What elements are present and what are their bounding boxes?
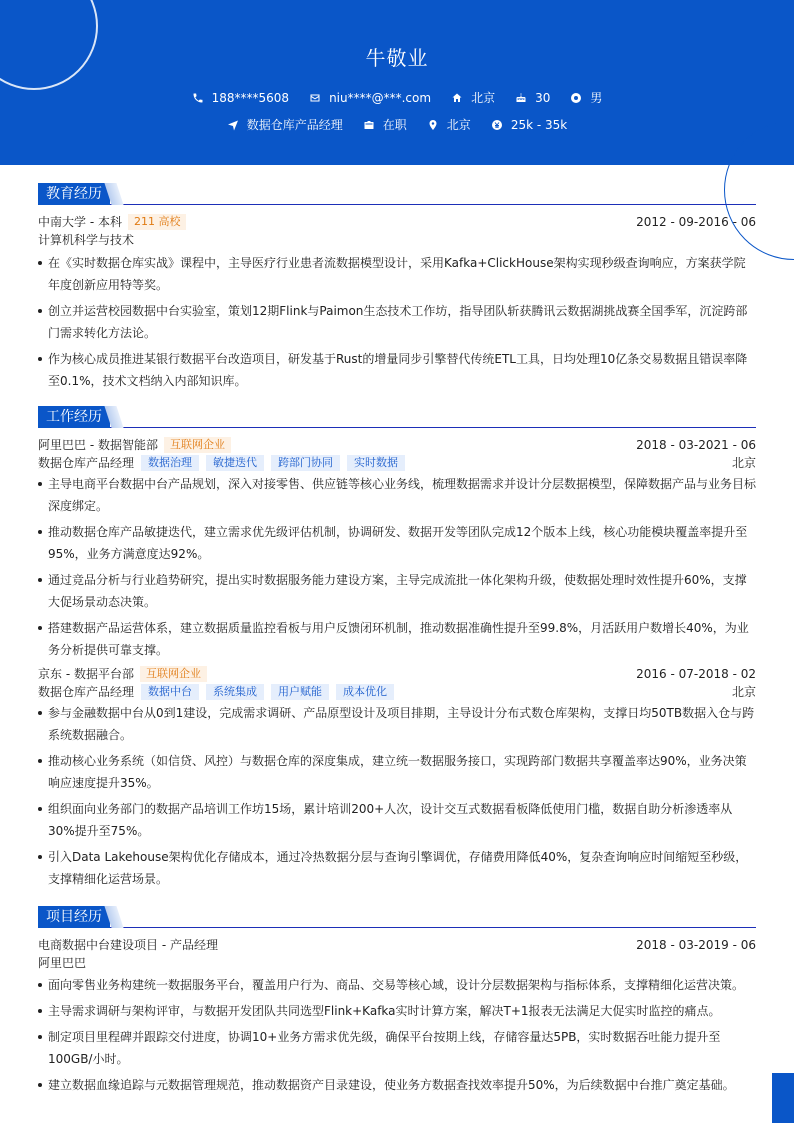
job-period: 2018 - 03-2021 - 06: [636, 438, 756, 452]
gender-item: [570, 89, 602, 106]
education-period: 2012 - 09-2016 - 06: [636, 215, 756, 229]
section-title: 教育经历: [38, 183, 110, 205]
project-summary: [38, 936, 756, 954]
briefcase-icon: [363, 119, 375, 131]
skill-tag: 成本优化: [336, 684, 394, 700]
skill-tag: 系统集成: [206, 684, 264, 700]
school-badge: 211 高校: [128, 214, 187, 230]
list-item: 搭建数据产品运营体系，建立数据质量监控看板与用户反馈闭环机制，推动数据准确性提升至99.8%，月活跃用户数增长40%，为业务分析提供可靠支撑。: [38, 617, 756, 661]
age-item: [515, 91, 550, 105]
job-title: 数据仓库产品经理: [38, 456, 135, 470]
title-group: [38, 683, 394, 701]
age-text: 30: [535, 90, 551, 105]
list-item: 制定项目里程碑并跟踪交付进度，协调10+业务方需求优先级，确保平台按期上线，存储容量达5PB，实时数据吞吐能力提升至100GB/小时。: [38, 1026, 756, 1070]
project-org: 阿里巴巴: [38, 956, 87, 970]
send-icon: [227, 119, 239, 131]
skill-tag: 数据中台: [141, 684, 199, 700]
title-group: [38, 454, 405, 472]
target-city-text: 北京: [446, 118, 471, 132]
resume-header: [0, 0, 794, 165]
section-title: 项目经历: [38, 906, 110, 928]
salary-item: [491, 118, 567, 132]
work-section: [38, 406, 756, 894]
section-title: 工作经历: [38, 406, 110, 428]
gender-text: 男: [590, 91, 603, 105]
school-name: 中南大学 - 本科: [38, 215, 122, 229]
list-item: 面向零售业务构建统一数据服务平台，覆盖用户行为、商品、交易等核心域，设计分层数据架构与指标体系，支撑精细化运营决策。: [38, 974, 756, 996]
school-group: [38, 213, 186, 231]
skill-tag: 用户赋能: [271, 684, 329, 700]
company-badge: 互联网企业: [164, 437, 231, 453]
job-title-row: [38, 683, 756, 701]
education-header: [38, 183, 756, 205]
email-item: [309, 91, 431, 105]
skill-tag: 敏捷迭代: [206, 455, 264, 471]
list-item: 通过竞品分析与行业趋势研究，提出实时数据服务能力建设方案，主导完成流批一体化架构升级，使数据处理时效性提升60%，支撑大促场景动态决策。: [38, 569, 756, 613]
project-period: 2018 - 03-2019 - 06: [636, 938, 756, 952]
phone-text: 188****5608: [211, 90, 290, 105]
job-intent-row: [0, 116, 794, 133]
education-bullets: [38, 252, 756, 392]
education-section: [38, 183, 756, 396]
home-icon: [451, 92, 463, 104]
list-item: 推动数据仓库产品敏捷迭代，建立需求优先级评估机制，协调研发、数据开发等团队完成12个版本上线，核心功能模块覆盖率提升至95%，业务方满意度达92%。: [38, 521, 756, 565]
project-name: 电商数据中台建设项目 - 产品经理: [38, 938, 218, 952]
project-bullets: [38, 974, 756, 1096]
company-name: 阿里巴巴 - 数据智能部: [38, 438, 158, 452]
list-item: 组织面向业务部门的数据产品培训工作坊15场，累计培训200+人次，设计交互式数据看板降低使用门槛，数据自助分析渗透率从30%提升至75%。: [38, 798, 756, 842]
skill-tag: 数据治理: [141, 455, 199, 471]
job-bullets: [38, 473, 756, 661]
company-group: [38, 665, 207, 683]
money-icon: [491, 119, 503, 131]
city-item: [451, 89, 495, 106]
list-item: 推动核心业务系统（如信贷、风控）与数据仓库的深度集成，建立统一数据服务接口，实现跨部门数据共享覆盖率达90%，业务决策响应速度提升35%。: [38, 750, 756, 794]
job-location: 北京: [731, 456, 756, 470]
project-org-row: [38, 954, 756, 972]
education-major-row: [38, 231, 756, 249]
company-group: [38, 436, 231, 454]
company-badge: 互联网企业: [140, 666, 207, 682]
job-bullets: [38, 702, 756, 890]
work-header: [38, 406, 756, 428]
candidate-name: 牛敬业: [365, 46, 429, 70]
list-item: 作为核心成员推进某银行数据平台改造项目，研发基于Rust的增量同步引擎替代传统ETL工具，日均处理10亿条交易数据且错误率降至0.1%，技术文档纳入内部知识库。: [38, 348, 756, 392]
list-item: 主导电商平台数据中台产品规划，深入对接零售、供应链等核心业务线，梳理数据需求并设计分层数据模型，保障数据产品与业务目标深度绑定。: [38, 473, 756, 517]
gender-icon: [570, 92, 582, 104]
major: 计算机科学与技术: [38, 233, 135, 247]
job-summary: [38, 436, 756, 454]
job-location: 北京: [731, 685, 756, 699]
education-summary: [38, 213, 756, 231]
job-period: 2016 - 07-2018 - 02: [636, 667, 756, 681]
list-item: 在《实时数据仓库实战》课程中，主导医疗行业患者流数据模型设计，采用Kafka+ClickHouse架构实现秒级查询响应，方案获学院年度创新应用特等奖。: [38, 252, 756, 296]
skill-tag: 实时数据: [347, 455, 405, 471]
cake-icon: [515, 92, 527, 104]
list-item: 引入Data Lakehouse架构优化存储成本，通过冷热数据分层与查询引擎调优，存储费用降低40%，复杂查询响应时间缩短至秒级，支撑精细化运营场景。: [38, 846, 756, 890]
project-header: [38, 906, 756, 928]
contact-row: [0, 89, 794, 106]
status-item: [363, 116, 407, 133]
list-item: 主导需求调研与架构评审，与数据开发团队共同选型Flink+Kafka实时计算方案，解决T+1报表无法满足大促实时监控的痛点。: [38, 1000, 756, 1022]
job-title: 数据仓库产品经理: [38, 685, 135, 699]
city-text: 北京: [471, 91, 496, 105]
list-item: 参与金融数据中台从0到1建设，完成需求调研、产品原型设计及项目排期，主导设计分布式数仓库架构，支撑日均50TB数据入仓与跨系统数据融合。: [38, 702, 756, 746]
skill-tag: 跨部门协同: [271, 455, 340, 471]
decorative-block: [772, 1073, 794, 1123]
target-role-text: 数据仓库产品经理: [246, 118, 343, 132]
list-item: 建立数据血缘追踪与元数据管理规范，推动数据资产目录建设，使业务方数据查找效率提升50%，为后续数据中台推广奠定基础。: [38, 1074, 756, 1096]
email-text: niu****@***.com: [329, 90, 432, 105]
status-text: 在职: [382, 118, 407, 132]
target-city-item: [427, 116, 471, 133]
company-name: 京东 - 数据平台部: [38, 667, 134, 681]
target-role-item: [227, 116, 343, 133]
salary-text: 25k - 35k: [510, 117, 568, 132]
mail-icon: [309, 92, 321, 104]
phone-icon: [192, 92, 204, 104]
job-summary: [38, 665, 756, 683]
project-section: [38, 906, 756, 1100]
phone-item: [192, 91, 289, 105]
location-pin-icon: [427, 119, 439, 131]
list-item: 创立并运营校园数据中台实验室，策划12期Flink与Paimon生态技术工作坊，指导团队斩获腾讯云数据湖挑战赛全国季军，沉淀跨部门需求转化方法论。: [38, 300, 756, 344]
job-title-row: [38, 454, 756, 472]
